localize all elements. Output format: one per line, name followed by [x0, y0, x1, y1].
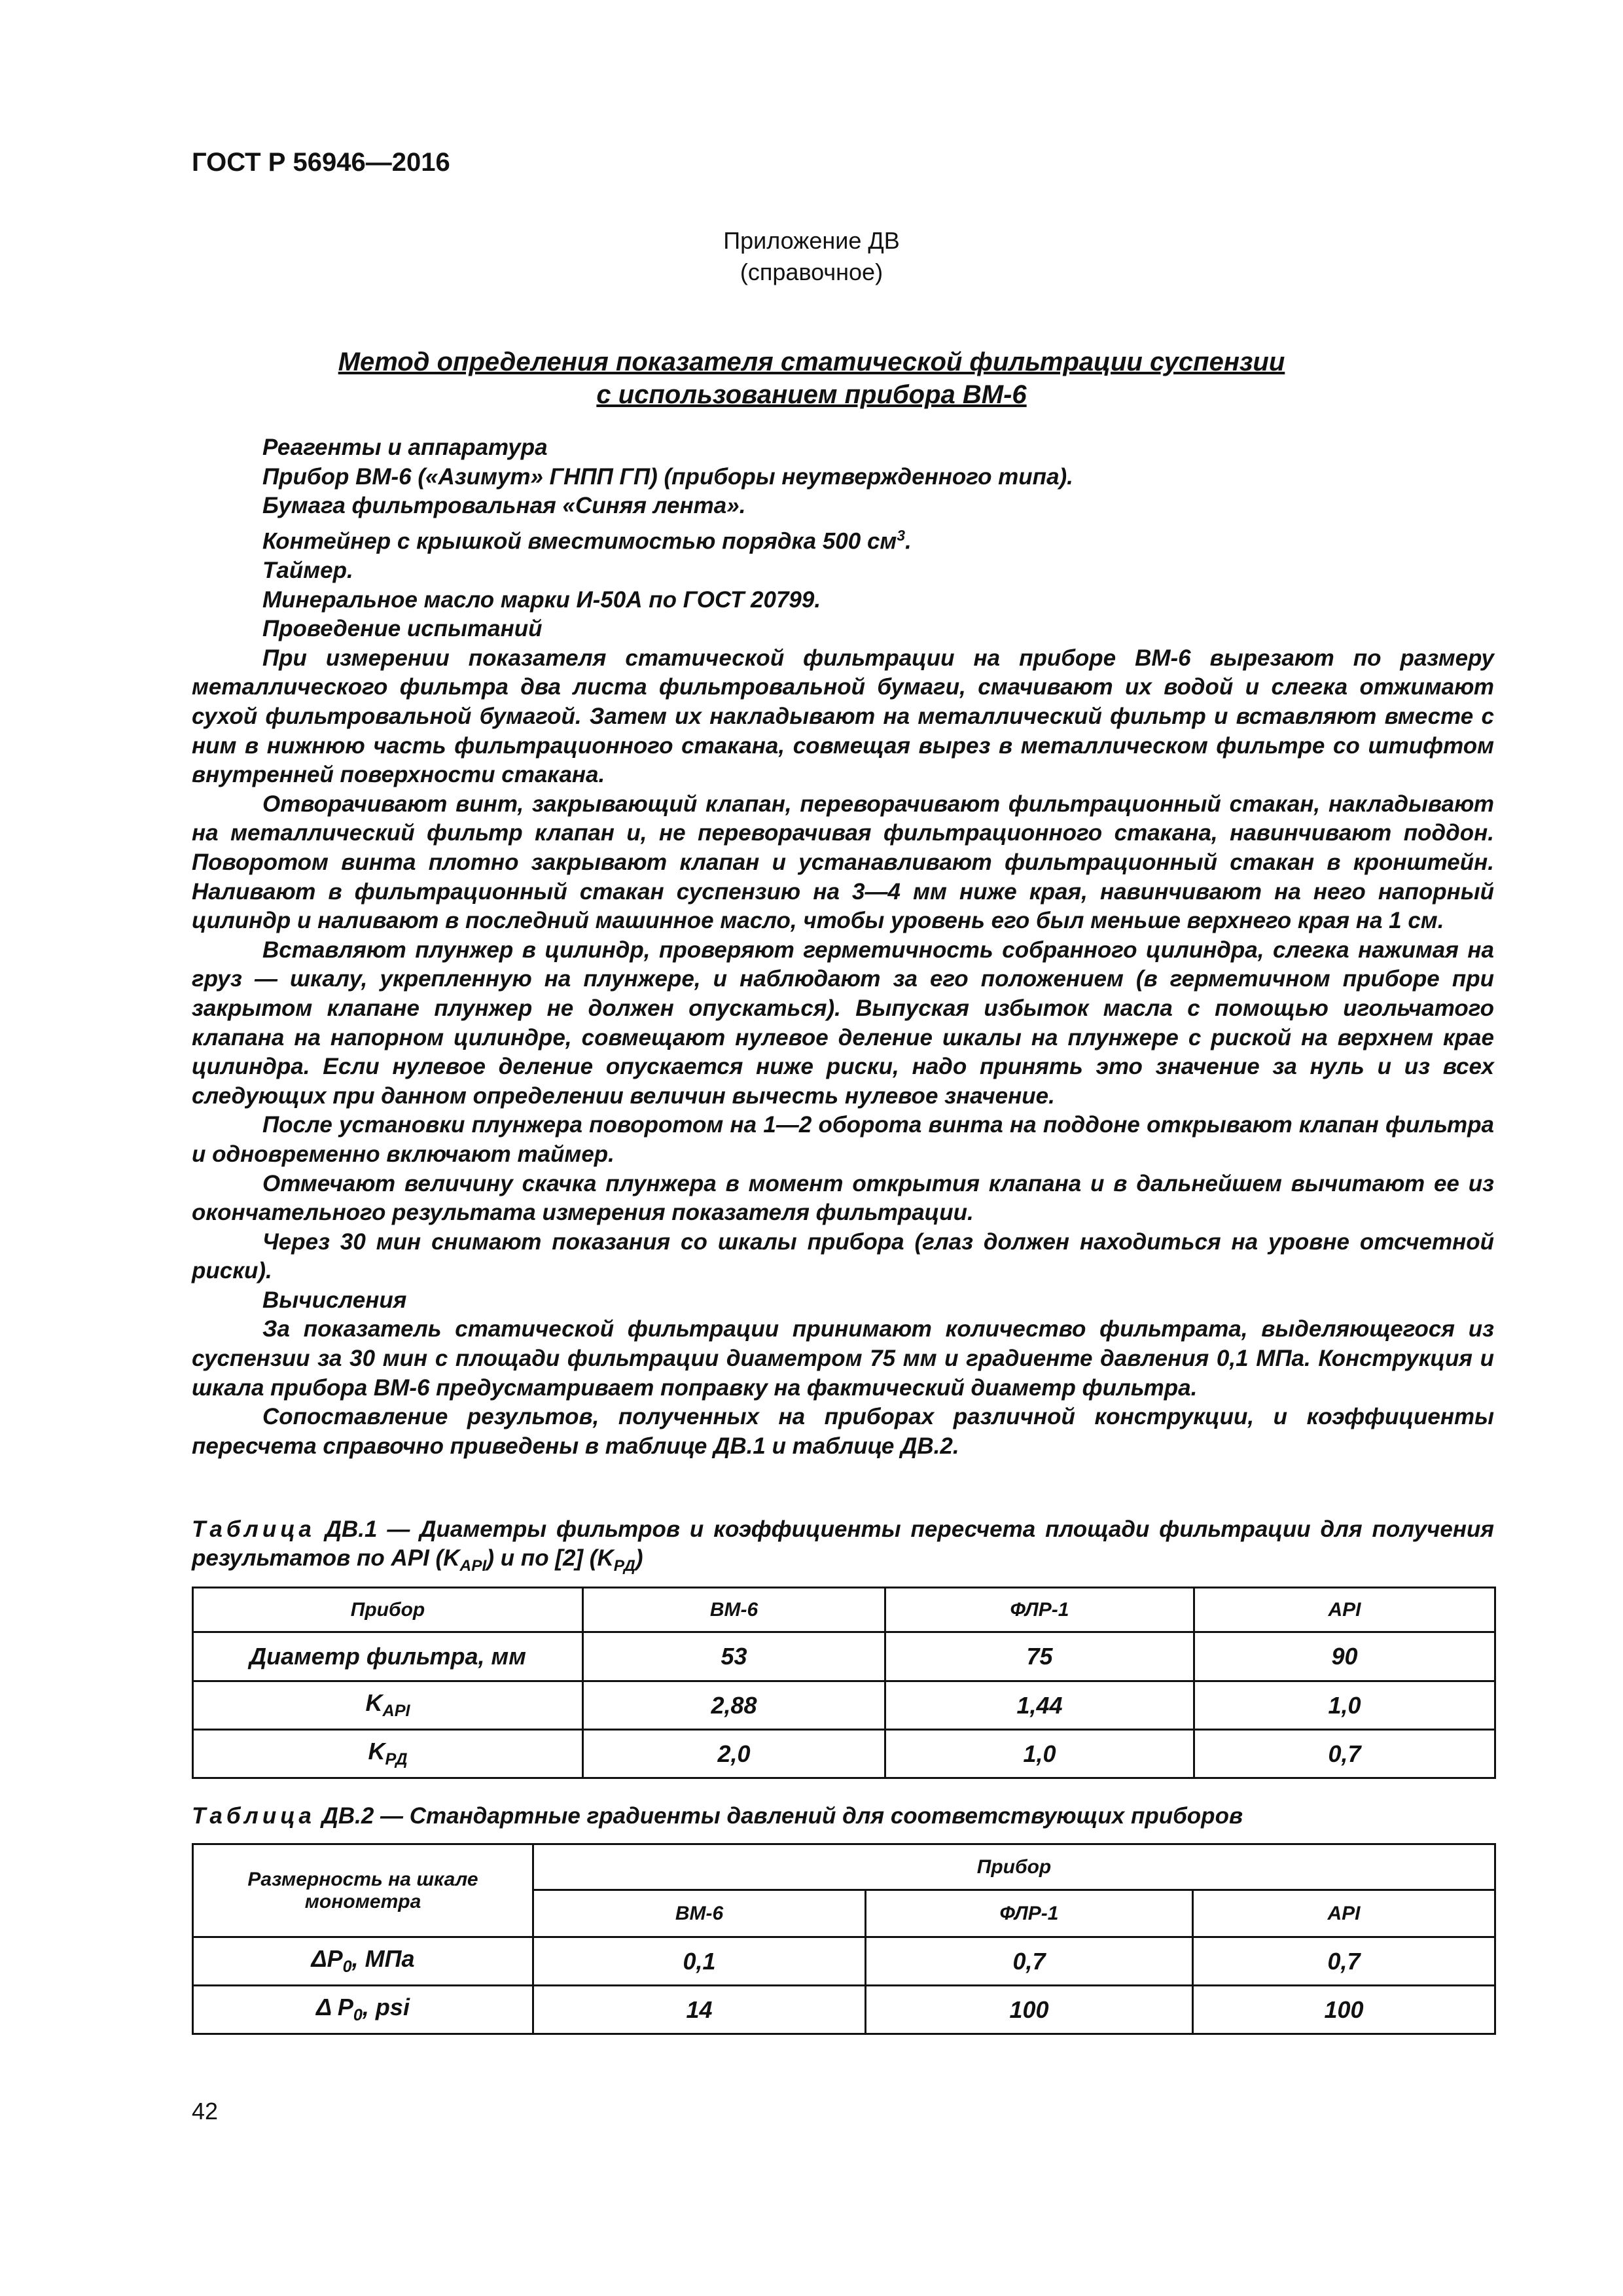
- calculation-paragraph: За показатель статической фильтрации принимают количество фильтрата, выделяющегося из суспензии за 30 мин с площади фильтрации диаметром 75 мм и градиенте давления 0,1 МПа. Конструкция и шкала прибора ВМ-6 предусматривает поправку на фактический диаметр фильтра.: [192, 1316, 1494, 1401]
- table-cell: 0,7: [866, 1937, 1193, 1986]
- row-label-main: Δ P: [316, 1994, 353, 2021]
- row-label-main: ΔP: [311, 1945, 343, 1973]
- reagent-item: Бумага фильтровальная «Синяя лента».: [262, 493, 746, 519]
- table2-caption: [192, 1802, 1494, 1831]
- table-header-cell: ФЛР-1: [885, 1588, 1194, 1632]
- page-number: 42: [192, 2098, 219, 2125]
- table-header-cell: ВМ-6: [583, 1588, 885, 1632]
- table-label: Таблица: [192, 1516, 315, 1542]
- procedure-paragraph: Вставляют плунжер в цилиндр, проверяют герметичность собранного цилиндра, слегка нажимая на груз — шкалу, укрепленную на плунжере, и наблюдают за его положением (в герметичном приборе при закрытом клапане плунжер не должен опускаться). Выпуская избыток масла с помощью игольчатого клапана на напорном цилиндре, совмещают нулевое деление шкалы на плунжере с риской на верхнем крае цилиндра. Если нулевое деление опускается ниже риски, надо принять это значение за нуль и из всех следующих при данном определении величин вычесть нулевое значение.: [192, 937, 1494, 1109]
- reagent-item-text: Контейнер с крышкой вместимостью порядка 500 см: [262, 528, 897, 554]
- caption-text: ДВ.1 — Диаметры фильтров и коэффициенты пересчета площади фильтрации для получения результатов по API (K: [192, 1516, 1494, 1571]
- document-title-line2: с использованием прибора ВМ-6: [596, 380, 1027, 409]
- row-label-main: K: [368, 1738, 385, 1765]
- document-title-line1: Метод определения показателя статической фильтрации суспензии: [338, 348, 1285, 376]
- table-row: [193, 1986, 1495, 2034]
- subscript: РД: [613, 1557, 635, 1575]
- caption-text: ДВ.2 — Стандартные градиенты давлений для соответствующих приборов: [321, 1803, 1243, 1829]
- reagent-item: Прибор ВМ-6 («Азимут» ГНПП ГП) (приборы неутвержденного типа).: [262, 463, 1073, 490]
- table-header-cell: Прибор: [193, 1588, 583, 1632]
- table-label: Таблица: [192, 1803, 315, 1829]
- superscript: 3: [897, 526, 905, 544]
- corner-header-cell: Размерность на шкале монометра: [193, 1844, 533, 1937]
- body-text: [192, 433, 1494, 1461]
- calculation-paragraph: Сопоставление результов, полученных на приборах различной конструкции, и коэффициенты пересчета справочно приведены в таблице ДВ.1 и таблице ДВ.2.: [192, 1404, 1494, 1459]
- reagent-item-text: .: [904, 528, 912, 554]
- subscript: API: [459, 1557, 487, 1575]
- section-heading-reagents: Реагенты и аппаратура: [262, 435, 548, 460]
- caption-text: ): [635, 1545, 643, 1571]
- table-cell: 1,0: [1194, 1681, 1495, 1730]
- table-row: [193, 1730, 1495, 1778]
- row-label: [193, 1986, 533, 2034]
- table-header-row: [193, 1588, 1495, 1632]
- table-cell: 75: [885, 1632, 1194, 1681]
- reagent-item: [192, 521, 1494, 556]
- appendix-type: (справочное): [740, 259, 883, 285]
- table-cell: 2,88: [583, 1681, 885, 1730]
- procedure-paragraph: Отмечают величину скачка плунжера в момент открытия клапана и в дальнейшем вычитают ее из окончательного результата измерения показателя фильтрации.: [192, 1170, 1494, 1226]
- caption-text: ) и по [2] (K: [486, 1545, 614, 1571]
- subscript: 0: [353, 2006, 363, 2025]
- table-row: [193, 1681, 1495, 1730]
- table-cell: 1,0: [885, 1730, 1194, 1778]
- group-header-cell: Прибор: [533, 1844, 1495, 1890]
- procedure-paragraph: Через 30 мин снимают показания со шкалы прибора (глаз должен находиться на уровне отсчетной риски).: [192, 1229, 1494, 1284]
- subscript: РД: [385, 1750, 408, 1769]
- procedure-paragraph: При измерении показателя статической фильтрации на приборе ВМ-6 вырезают по размеру металлического фильтра два листа фильтровальной бумаги, смачивают их водой и слегка отжимают сухой фильтровальной бумагой. Затем их накладывают на металлический фильтр и вставляют вместе с ним в нижнюю часть фильтрационного стакана, совмещая вырез в металлическом фильтре со штифтом внутренней поверхности стакана.: [192, 645, 1494, 788]
- table-cell: 90: [1194, 1632, 1495, 1681]
- section-heading-procedure: Проведение испытаний: [262, 616, 543, 642]
- table-cell: 0,7: [1193, 1937, 1495, 1986]
- table-cell: 14: [533, 1986, 866, 2034]
- table-cell: 53: [583, 1632, 885, 1681]
- standard-header: ГОСТ Р 56946—2016: [192, 148, 450, 177]
- table-cell: 0,1: [533, 1937, 866, 1986]
- table2: [192, 1843, 1496, 2035]
- procedure-paragraph: После установки плунжера поворотом на 1—2 оборота винта на поддоне открывают клапан фильтра и одновременно включают таймер.: [192, 1112, 1494, 1167]
- table-header-cell: API: [1194, 1588, 1495, 1632]
- table-cell: 100: [866, 1986, 1193, 2034]
- row-label: Диаметр фильтра, мм: [193, 1632, 583, 1681]
- table-cell: 2,0: [583, 1730, 885, 1778]
- appendix-label: Приложение ДВ: [723, 227, 900, 254]
- table-header-cell: API: [1193, 1890, 1495, 1937]
- subscript: 0: [342, 1958, 352, 1977]
- table1-caption: [192, 1515, 1494, 1581]
- table-header-cell: ВМ-6: [533, 1890, 866, 1937]
- table-row: [193, 1632, 1495, 1681]
- row-label-unit: , psi: [362, 1994, 410, 2021]
- reagent-item: Таймер.: [262, 558, 353, 584]
- procedure-paragraph: Отворачивают винт, закрывающий клапан, переворачивают фильтрационный стакан, накладывают на металлический фильтр клапан и, не переворачивая фильтрационного стакана, навинчивают поддон. Поворотом винта плотно закрывают клапан и устанавливают фильтрационный стакан в кронштейн. Наливают в фильтрационный стакан суспензию на 3—4 мм ниже края, навинчивают на него напорный цилиндр и наливают в последний машинное масло, чтобы уровень его был меньше верхнего края на 1 см.: [192, 791, 1494, 934]
- table-header-cell: ФЛР-1: [866, 1890, 1193, 1937]
- table-header-row: [193, 1844, 1495, 1890]
- row-label: [193, 1730, 583, 1778]
- table-cell: 0,7: [1194, 1730, 1495, 1778]
- table-cell: 100: [1193, 1986, 1495, 2034]
- table-cell: 1,44: [885, 1681, 1194, 1730]
- row-label-unit: , МПа: [351, 1945, 415, 1973]
- row-label: [193, 1681, 583, 1730]
- table-row: [193, 1937, 1495, 1986]
- row-label-main: K: [365, 1689, 383, 1717]
- table1: [192, 1587, 1496, 1779]
- subscript: API: [382, 1702, 410, 1721]
- row-label: [193, 1937, 533, 1986]
- section-heading-calculations: Вычисления: [262, 1287, 407, 1313]
- reagent-item: Минеральное масло марки И-50А по ГОСТ 20799.: [262, 586, 821, 613]
